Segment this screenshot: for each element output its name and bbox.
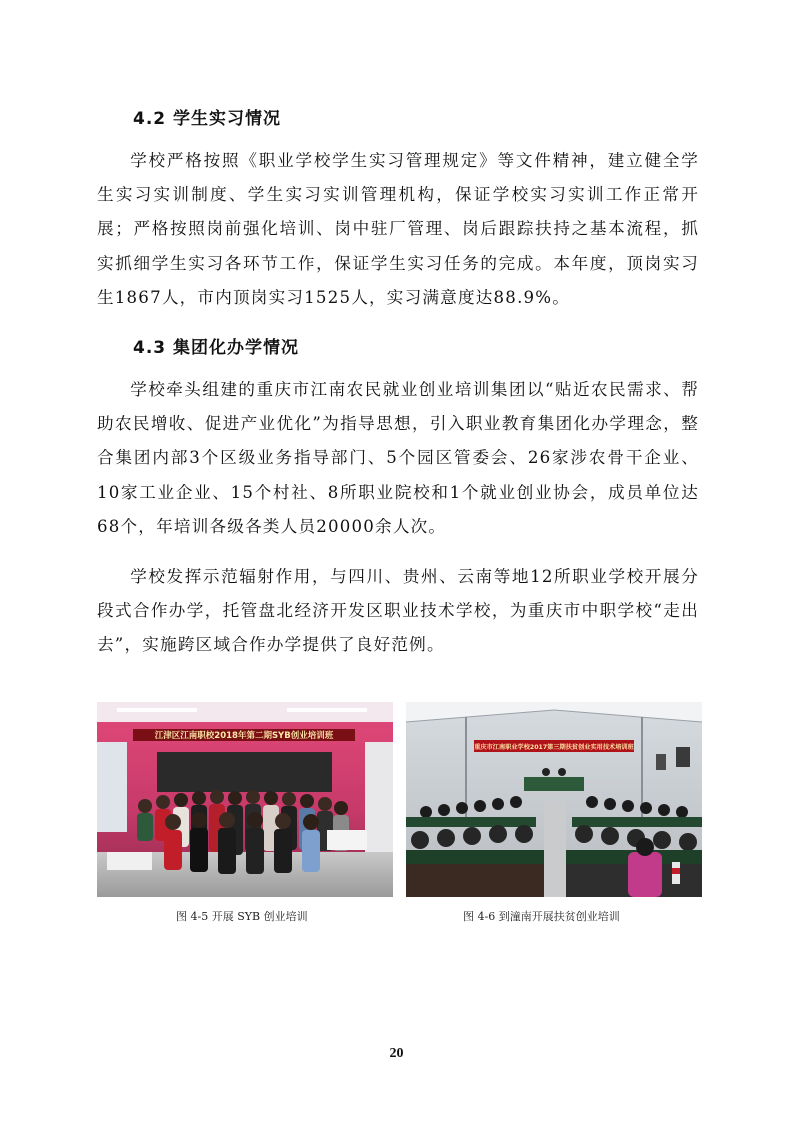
figure-4-5-photo: [97, 702, 393, 897]
figure-4-6-banner-text: 重庆市江南职业学校2017第三期扶贫创业实用技术培训班: [474, 744, 634, 751]
page-number: 20: [389, 1046, 404, 1061]
section-heading-4-3: 4.3 集团化办学情况: [133, 338, 300, 358]
section-4-3-paragraph-2: 学校发挥示范辐射作用，与四川、贵州、云南等地12所职业学校开展分段式合作办学，托管盘北经济开发区职业技术学校，为重庆市中职学校“走出去”，实施跨区域合作办学提供了良好范例。: [97, 567, 699, 655]
figure-4-6-photo: [406, 702, 702, 897]
section-4-3-paragraph-1: 学校牵头组建的重庆市江南农民就业创业培训集团以“贴近农民需求、帮助农民增收、促进产业优化”为指导思想，引入职业教育集团化办学理念，整合集团内部3个区级业务指导部门、5个园区管委会、26家涉农骨干企业、10家工业企业、15个村社、8所职业院校和1个就业创业协会，成员单位达68个，年培训各级各类人员20000余人次。: [97, 380, 699, 536]
section-4-2-paragraph: 学校严格按照《职业学校学生实习管理规定》等文件精神，建立健全学生实习实训制度、学生实习实训管理机构，保证学校实习实训工作正常开展；严格按照岗前强化培训、岗中驻厂管理、岗后跟踪扶持之基本流程，抓实抓细学生实习各环节工作，保证学生实习任务的完成。本年度，顶岗实习生1867人，市内顶岗实习1525人，实习满意度达88.9%。: [97, 151, 699, 307]
figure-4-5-banner-text: 江津区江南职校2018年第二期SYB创业培训班: [154, 731, 334, 741]
figure-4-5-caption: 图 4-5 开展 SYB 创业培训: [176, 910, 308, 923]
section-heading-4-2: 4.2 学生实习情况: [133, 109, 282, 129]
figure-4-6-caption: 图 4-6 到潼南开展扶贫创业培训: [463, 910, 620, 923]
